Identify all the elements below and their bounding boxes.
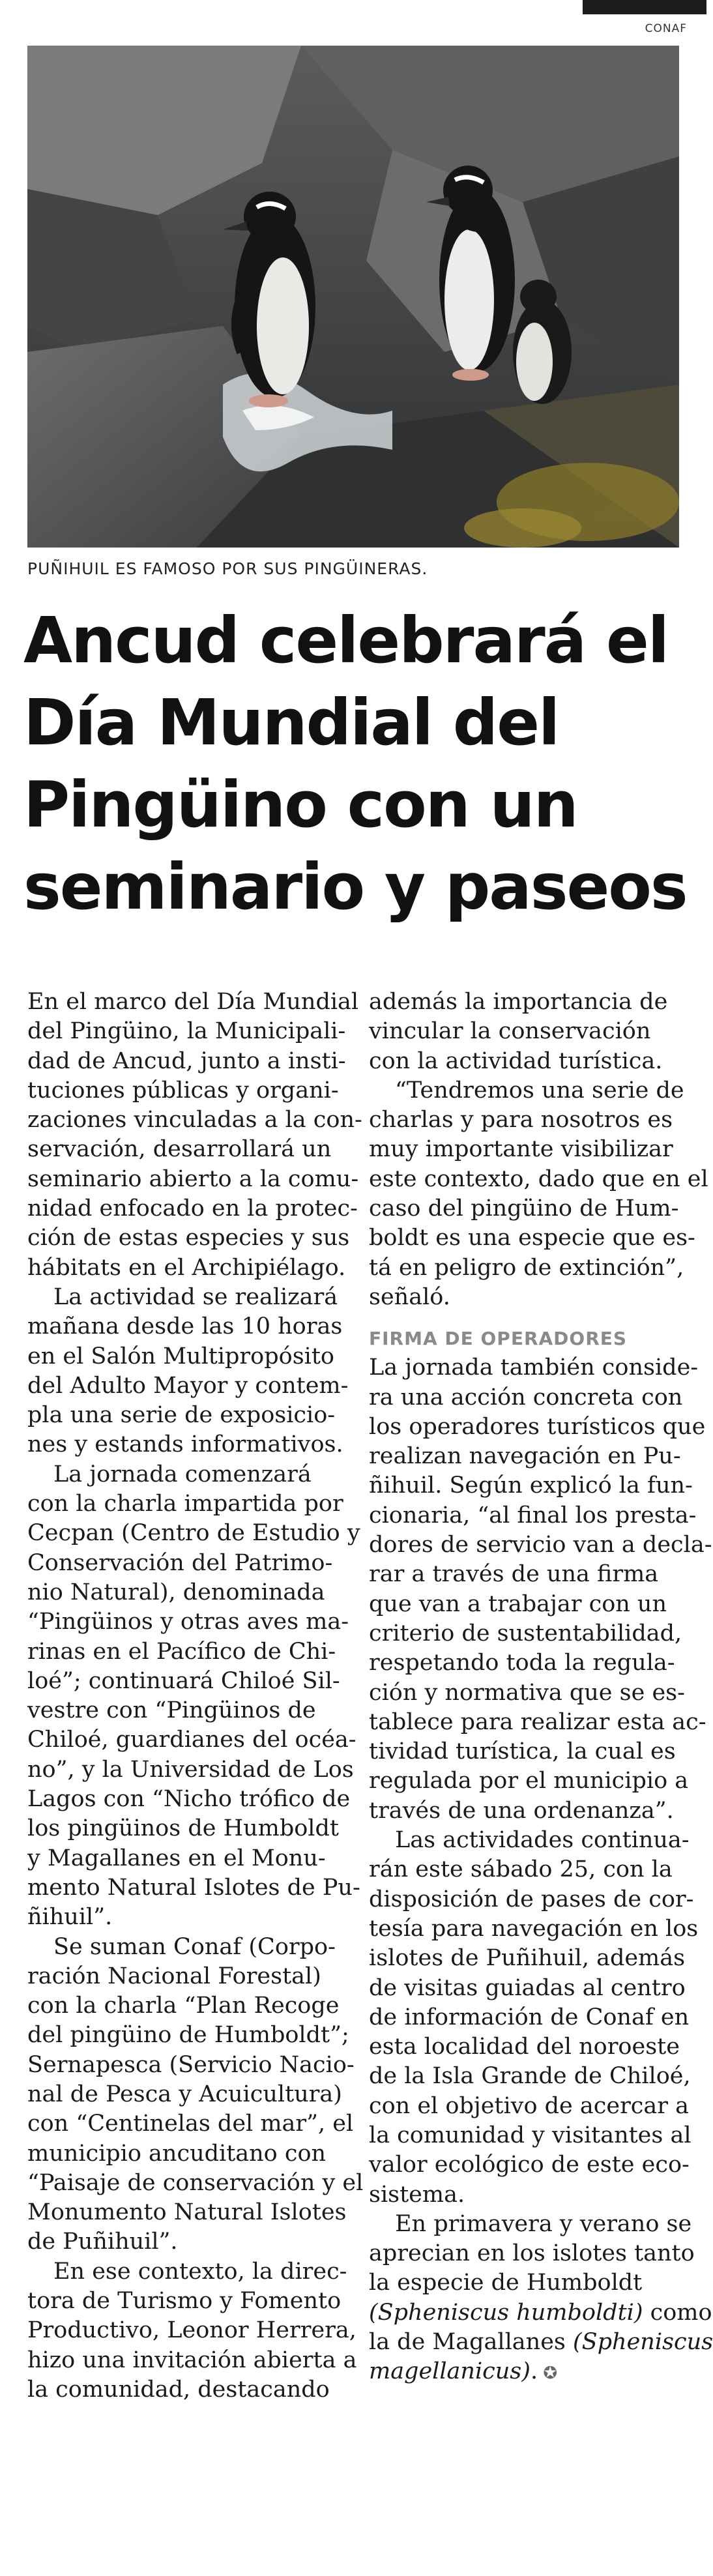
article-text-line: La actividad se realizará xyxy=(53,1283,338,1310)
article-text-line: con el objetivo de acercar a xyxy=(369,2092,689,2119)
article-text-line: criterio de sustentabilidad, xyxy=(369,1620,682,1647)
article-text-line: ñihuil”. xyxy=(27,1904,113,1931)
article-text-line: hábitats en el Archipiélago. xyxy=(27,1254,346,1281)
section-subhead: FIRMA DE OPERADORES xyxy=(369,1328,628,1350)
article-text-line: Las actividades continua- xyxy=(395,1827,690,1854)
article-text-line: vestre con “Pingüinos de xyxy=(27,1697,316,1724)
article-text-line: Lagos con “Nicho trófico de xyxy=(27,1786,351,1813)
article-text-line: (Spheniscus humboldti) como xyxy=(369,2299,712,2326)
article-text-line: que van a trabajar con un xyxy=(369,1590,667,1617)
headline-line: Ancud celebrará el xyxy=(23,604,669,677)
article-text-line: de Puñihuil”. xyxy=(27,2229,178,2255)
photo-credit: CONAF xyxy=(645,22,687,35)
article-text-line: no”, y la Universidad de Los xyxy=(27,1756,354,1783)
article-text-line: ra una acción concreta con xyxy=(369,1384,683,1411)
right-column-part2 xyxy=(369,1353,713,2388)
article-text-line: “Pingüinos y otras aves ma- xyxy=(27,1609,349,1635)
article-text-line: nal de Pesca y Acuicultura) xyxy=(27,2081,342,2107)
photo-caption: PUÑIHUIL ES FAMOSO POR SUS PINGÜINERAS. xyxy=(27,559,428,578)
article-text-line: Productivo, Leonor Herrera, xyxy=(27,2317,357,2344)
article-text-line: de información de Conaf en xyxy=(369,2004,690,2030)
article-text-line: dores de servicio van a decla- xyxy=(369,1532,712,1559)
article-text-line: ñihuil. Según explicó la fun- xyxy=(369,1472,693,1499)
article-text-line: del Pingüino, la Municipali- xyxy=(27,1018,346,1045)
article-text-line: los operadores turísticos que xyxy=(369,1413,706,1440)
article-text-line: rinas en el Pacífico de Chi- xyxy=(27,1638,336,1665)
article-text-line: caso del pingüino de Hum- xyxy=(369,1195,679,1222)
article-text-line: dad de Ancud, junto a insti- xyxy=(27,1047,346,1074)
article-text-line: los pingüinos de Humboldt xyxy=(27,1815,339,1842)
article-text-line: con la actividad turística. xyxy=(369,1047,663,1074)
right-column-part1 xyxy=(369,988,708,1312)
article-text-line: además la importancia de xyxy=(369,989,668,1015)
headline-line: seminario y paseos xyxy=(23,850,687,924)
headline-line: Pingüino con un xyxy=(23,768,577,842)
article-text-line: través de una ordenanza”. xyxy=(369,1797,674,1824)
end-of-article-icon: ✪ xyxy=(538,2364,558,2384)
article-text-line: respetando toda la regula- xyxy=(369,1650,675,1676)
article-text-line: sistema. xyxy=(369,2181,465,2208)
article-text-line: rán este sábado 25, con la xyxy=(369,1856,673,1883)
article-column-right xyxy=(369,988,713,2389)
article-text-line: mañana desde las 10 horas xyxy=(27,1313,343,1340)
article-text-line: con la charla “Plan Recoge xyxy=(27,1993,340,2019)
article-text-line: Se suman Conaf (Corpo- xyxy=(53,1933,336,1960)
article-text-line: disposición de pases de cor- xyxy=(369,1886,694,1912)
article-text-line: tesía para navegación en los xyxy=(369,1915,699,1942)
article-text-line: señaló. xyxy=(369,1283,450,1310)
article-text-line: tuciones públicas y organi- xyxy=(27,1077,339,1104)
article-text-line: este contexto, dado que en el xyxy=(369,1165,708,1192)
article-text-line: en el Salón Multipropósito xyxy=(27,1343,334,1369)
article-text-line: con “Centinelas del mar”, el xyxy=(27,2111,354,2137)
article-text-line: municipio ancuditano con xyxy=(27,2140,327,2167)
article-text-line: “Paisaje de conservación y el xyxy=(27,2169,364,2196)
article-text-line: de visitas guiadas al centro xyxy=(369,1974,686,2001)
article-text-line: En el marco del Día Mundial xyxy=(27,989,359,1015)
article-text-line: pla una serie de exposicio- xyxy=(27,1402,336,1429)
article-text-line: Chiloé, guardianes del océa- xyxy=(27,1727,357,1753)
article-text-line: La jornada comenzará xyxy=(53,1461,312,1487)
article-text-line: tividad turística, la cual es xyxy=(369,1738,676,1765)
penguin-photo xyxy=(27,46,679,548)
article-text-line: la comunidad, destacando xyxy=(27,2376,330,2403)
article-text-line: charlas y para nosotros es xyxy=(369,1107,673,1134)
article-column-left xyxy=(27,988,364,2405)
article-text-line: la de Magallanes (Spheniscus xyxy=(369,2329,713,2356)
article-text-line: servación, desarrollará un xyxy=(27,1136,332,1163)
article-text-line: cionaria, “al final los presta- xyxy=(369,1502,697,1529)
article-text-line: realizan navegación en Pu- xyxy=(369,1443,681,1470)
top-color-bar xyxy=(583,0,706,14)
article-text-line: tora de Turismo y Fomento xyxy=(27,2288,342,2315)
article-text-line: ración Nacional Forestal) xyxy=(27,1963,321,1989)
article-text-line: regulada por el municipio a xyxy=(369,1768,689,1794)
article-text-line: En ese contexto, la direc- xyxy=(53,2258,347,2285)
article-text-line: La jornada también conside- xyxy=(369,1354,699,1381)
article-text-line: zaciones vinculadas a la con- xyxy=(27,1107,362,1134)
article-text-line: seminario abierto a la comu- xyxy=(27,1165,359,1192)
article-text-line: del pingüino de Humboldt”; xyxy=(27,2022,349,2049)
article-text-line: nes y estands informativos. xyxy=(27,1431,343,1458)
article-text-line: esta localidad del noroeste xyxy=(369,2034,680,2060)
article-text-line: la comunidad y visitantes al xyxy=(369,2122,691,2148)
article-text-line: tablece para realizar esta ac- xyxy=(369,1708,706,1735)
article-text-line: “Tendremos una serie de xyxy=(395,1077,684,1104)
article-text-line: En primavera y verano se xyxy=(395,2210,692,2237)
article-text-line: ción y normativa que se es- xyxy=(369,1679,685,1706)
article-text-line: nio Natural), denominada xyxy=(27,1579,325,1605)
article-text-line: Conservación del Patrimo- xyxy=(27,1549,333,1576)
article-text-line: de la Isla Grande de Chiloé, xyxy=(369,2063,691,2090)
article-text-line: Monumento Natural Islotes xyxy=(27,2199,347,2226)
article-text-line: boldt es una especie que es- xyxy=(369,1225,695,1251)
article-text-line: loé”; continuará Chiloé Sil- xyxy=(27,1667,340,1694)
article-text-line: ción de estas especies y sus xyxy=(27,1225,350,1251)
article-text-line: del Adulto Mayor y contem- xyxy=(27,1372,349,1399)
article-text-line: la especie de Humboldt xyxy=(369,2270,643,2296)
article-text-line: con la charla impartida por xyxy=(27,1491,343,1517)
article-text-line: Cecpan (Centro de Estudio y xyxy=(27,1520,360,1547)
article-text-line: nidad enfocado en la protec- xyxy=(27,1195,358,1222)
article-text-line: Sernapesca (Servicio Nacio- xyxy=(27,2051,355,2078)
article-text-line: y Magallanes en el Monu- xyxy=(27,1845,326,1871)
article-text-line: islotes de Puñihuil, además xyxy=(369,1945,686,1972)
article-text-line: rar a través de una firma xyxy=(369,1561,659,1588)
headline xyxy=(23,600,688,928)
headline-line: Día Mundial del xyxy=(23,686,559,759)
article-text-line: muy importante visibilizar xyxy=(369,1136,673,1163)
article-text-line: valor ecológico de este eco- xyxy=(369,2152,690,2178)
article-text-line: magellanicus). ✪ xyxy=(369,2358,558,2385)
article-text-line: tá en peligro de extinción”, xyxy=(369,1254,684,1281)
article-text-line: aprecian en los islotes tanto xyxy=(369,2240,695,2267)
article-text-line: mento Natural Islotes de Pu- xyxy=(27,1874,360,1901)
article-text-line: vincular la conservación xyxy=(369,1018,651,1045)
article-text-line: hizo una invitación abierta a xyxy=(27,2347,357,2373)
